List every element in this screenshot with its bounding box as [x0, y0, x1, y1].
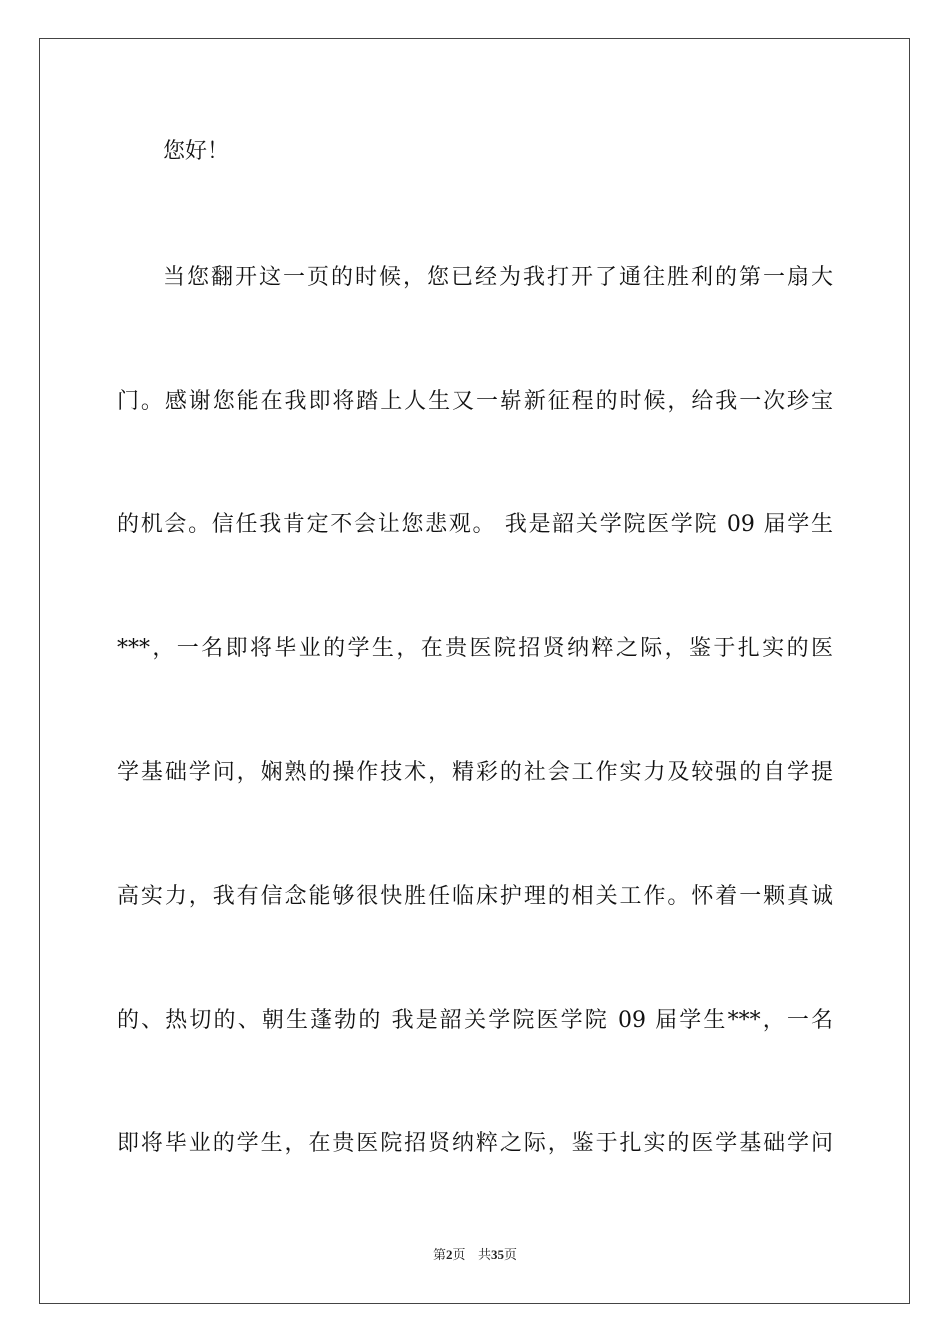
body-line-4: ***，一名即将毕业的学生，在贵医院招贤纳粹之际，鉴于扎实的医	[117, 636, 833, 661]
body-line-1: 当您翻开这一页的时候，您已经为我打开了通往胜利的第一扇大	[163, 265, 833, 290]
page-mid: 页	[452, 1248, 466, 1263]
total-prefix: 共	[477, 1248, 491, 1263]
greeting: 您好！	[163, 139, 230, 164]
body-line-7: 的、热切的、朝生蓬勃的 我是韶关学院医学院 09 届学生***，一名	[117, 1008, 833, 1033]
body-line-2: 门。感谢您能在我即将踏上人生又一崭新征程的时候，给我一次珍宝	[117, 389, 833, 414]
body-line-3: 的机会。信任我肯定不会让您悲观。 我是韶关学院医学院 09 届学生	[117, 512, 833, 537]
body-line-6: 高实力，我有信念能够很快胜任临床护理的相关工作。怀着一颗真诚	[117, 884, 833, 909]
total-suffix: 页	[503, 1248, 517, 1263]
page-frame	[39, 38, 910, 1304]
page-prefix: 第	[433, 1248, 447, 1263]
page-total: 35	[490, 1247, 504, 1262]
page-footer	[0, 1247, 950, 1264]
body-line-5: 学基础学问，娴熟的操作技术，精彩的社会工作实力及较强的自学提	[117, 760, 833, 785]
body-line-8: 即将毕业的学生，在贵医院招贤纳粹之际，鉴于扎实的医学基础学问	[117, 1131, 833, 1156]
page-current: 2	[446, 1247, 453, 1262]
